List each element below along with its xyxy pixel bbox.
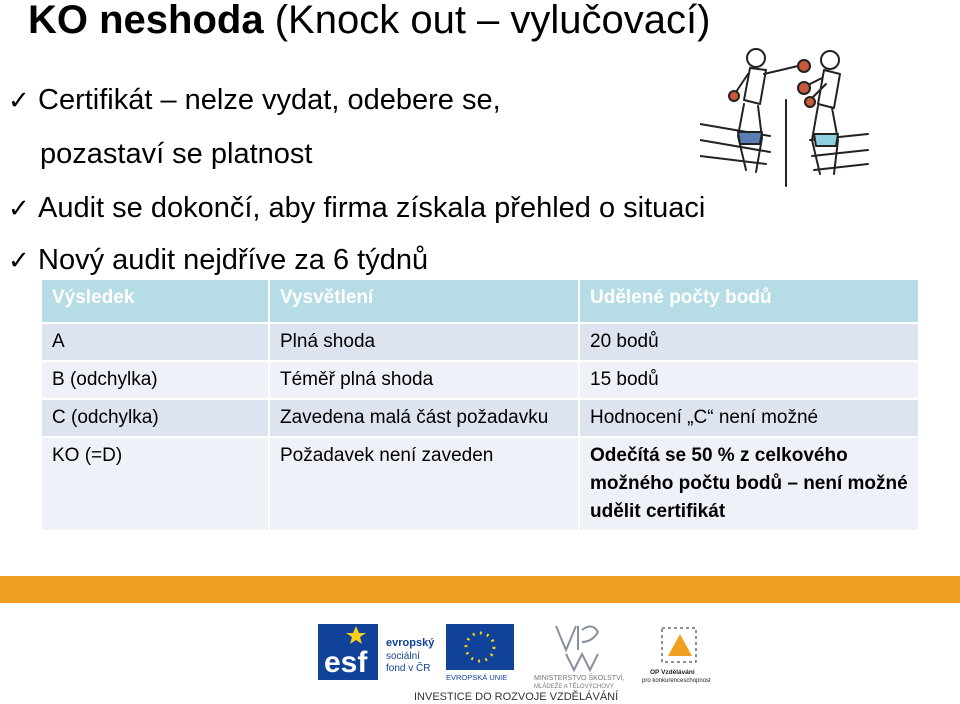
msmt-logo [534,626,625,690]
table-row [41,399,919,437]
cell-result: KO (=D) [41,437,269,531]
bullet-2-text: Audit se dokončí, aby firma získala přehled o situaci [38,192,706,224]
esf-text-2: sociální [386,651,420,662]
investment-footer-text: INVESTICE DO ROZVOJE VZDĚLÁVÁNÍ [414,691,619,703]
bullet-2 [8,190,705,227]
cell-explanation: Požadavek není zaveden [269,437,579,531]
header-points: Udělené počty bodů [579,279,919,323]
esf-mark: esf [324,646,368,679]
checkmark-icon: ✓ [8,86,30,116]
cell-points: Hodnocení „C“ není možné [579,399,919,437]
bullet-3-text: Nový audit nejdříve za 6 týdnů [38,244,429,276]
eu-label: EVROPSKÁ UNIE [446,673,508,682]
table-header-row [41,279,919,323]
checkmark-icon: ✓ [8,246,30,276]
msmt-text-2: MLÁDEŽE A TĚLOVÝCHOVY [534,684,614,690]
cell-points: 20 bodů [579,323,919,361]
title-rest: (Knock out – vylučovací) [274,0,711,42]
cell-result: B (odchylka) [41,361,269,399]
esf-text-3: fond v ČR [386,663,431,674]
slide-title [28,0,710,46]
bullet-1-text: Certifikát – nelze vydat, odebere se, [38,84,501,116]
header-explanation: Vysvětlení [269,279,579,323]
op-logo [642,628,711,684]
cell-points: Odečítá se 50 % z celkového možného počtu bodů – není možné udělit certifikát [579,437,919,531]
esf-logo [318,624,435,680]
boxers-clipart-icon [700,40,870,190]
op-text-1: OP Vzdělávání [650,669,695,676]
op-text-2: pro konkurenceschopnost [642,678,711,684]
checkmark-icon: ✓ [8,194,30,224]
esf-text-1: evropský [386,637,435,649]
table-row [41,323,919,361]
bullet-1 [8,82,501,119]
cell-result: A [41,323,269,361]
bullet-3 [8,242,428,279]
cell-explanation: Zavedena malá část požadavku [269,399,579,437]
orange-band [0,576,960,603]
cell-explanation: Plná shoda [269,323,579,361]
eu-flag-logo [446,624,514,682]
msmt-text-1: MINISTERSTVO ŠKOLSTVÍ, [534,675,625,682]
title-bold: KO neshoda [28,0,264,42]
cell-points: 15 bodů [579,361,919,399]
table-row [41,361,919,399]
cell-result: C (odchylka) [41,399,269,437]
funding-logos [316,620,736,704]
header-result: Výsledek [41,279,269,323]
table-row [41,437,919,531]
bullet-1-continuation: pozastaví se platnost [40,138,313,170]
cell-explanation: Téměř plná shoda [269,361,579,399]
results-table [40,278,920,532]
